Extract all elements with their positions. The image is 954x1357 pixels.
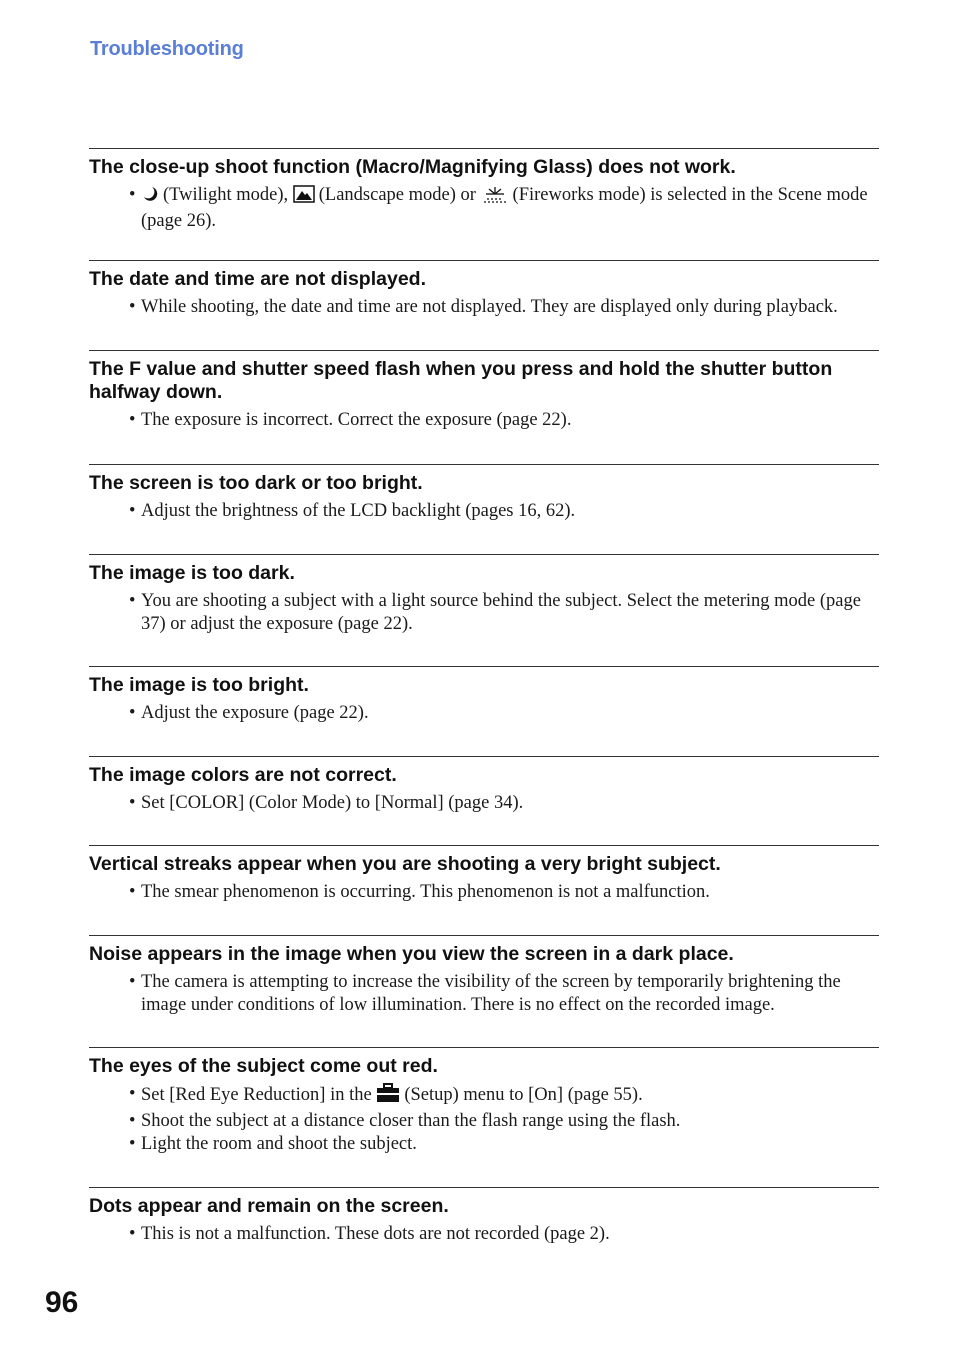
list-item: • This is not a malfunction. These dots are not recorded (page 2). xyxy=(129,1223,879,1246)
list-item xyxy=(129,1083,879,1110)
trouble-section xyxy=(89,1047,879,1156)
fireworks-mode-icon xyxy=(481,185,509,210)
toolbox-setup-icon xyxy=(376,1083,400,1110)
list-item: • The camera is attempting to increase the visibility of the screen by temporarily brightening the image under conditions of low illumination. There is no effect on the recorded image. xyxy=(129,971,879,1017)
bullet-list xyxy=(89,1083,879,1156)
bullet-list xyxy=(89,971,879,1017)
list-item-text: (Landscape mode) or xyxy=(318,185,476,205)
bullet-list xyxy=(89,702,879,725)
section-heading: The eyes of the subject come out red. xyxy=(89,1055,438,1077)
list-item: • Adjust the brightness of the LCD backlight (pages 16, 62). xyxy=(129,500,879,523)
landscape-mode-icon xyxy=(293,185,315,210)
list-item: • While shooting, the date and time are not displayed. They are displayed only during playback. xyxy=(129,296,879,319)
section-heading: The close-up shoot function (Macro/Magnifying Glass) does not work. xyxy=(89,156,736,178)
section-heading: The screen is too dark or too bright. xyxy=(89,472,423,494)
bullet-list xyxy=(89,590,879,636)
trouble-section xyxy=(89,464,879,523)
section-heading: The F value and shutter speed flash when you press and hold the shutter button halfway down. xyxy=(89,358,833,403)
section-heading: Noise appears in the image when you view the screen in a dark place. xyxy=(89,943,734,965)
bullet-list xyxy=(89,1223,879,1246)
list-item: • Adjust the exposure (page 22). xyxy=(129,702,879,725)
list-item: • Set [COLOR] (Color Mode) to [Normal] (page 34). xyxy=(129,792,879,815)
list-item: • The smear phenomenon is occurring. This phenomenon is not a malfunction. xyxy=(129,881,879,904)
list-item-text: (Fireworks mode) is selected in the Scene mode (page 26). xyxy=(141,185,868,231)
trouble-section xyxy=(89,1187,879,1246)
list-item: • Light the room and shoot the subject. xyxy=(129,1133,879,1156)
trouble-section xyxy=(89,756,879,815)
bullet-list xyxy=(89,409,879,432)
trouble-section xyxy=(89,554,879,636)
bullet-list xyxy=(89,500,879,523)
page-number: 96 xyxy=(45,1286,79,1319)
trouble-section xyxy=(89,260,879,319)
list-item xyxy=(129,184,879,233)
section-heading: The date and time are not displayed. xyxy=(89,268,426,290)
bullet-list xyxy=(89,881,879,904)
section-heading: The image colors are not correct. xyxy=(89,764,397,786)
section-heading: The image is too bright. xyxy=(89,674,309,696)
list-item-text: (Setup) menu to [On] (page 55). xyxy=(404,1085,643,1105)
trouble-section xyxy=(89,350,879,432)
section-heading: The image is too dark. xyxy=(89,562,295,584)
section-heading: Dots appear and remain on the screen. xyxy=(89,1195,449,1217)
bullet-list xyxy=(89,184,879,233)
trouble-section xyxy=(89,148,879,233)
section-header-troubleshooting: Troubleshooting xyxy=(90,38,244,60)
bullet-list xyxy=(89,792,879,815)
twilight-mode-icon xyxy=(141,185,159,210)
list-item-text: Set [Red Eye Reduction] in the xyxy=(141,1085,372,1105)
bullet-list xyxy=(89,296,879,319)
section-heading: Vertical streaks appear when you are shooting a very bright subject. xyxy=(89,853,721,875)
trouble-section xyxy=(89,935,879,1017)
list-item: • Shoot the subject at a distance closer than the flash range using the flash. xyxy=(129,1110,879,1133)
trouble-section xyxy=(89,845,879,904)
list-item-text: (Twilight mode), xyxy=(163,185,289,205)
list-item: • You are shooting a subject with a light source behind the subject. Select the metering mode (page 37) or adjust the exposure (page 22). xyxy=(129,590,879,636)
list-item: • The exposure is incorrect. Correct the exposure (page 22). xyxy=(129,409,879,432)
trouble-section xyxy=(89,666,879,725)
